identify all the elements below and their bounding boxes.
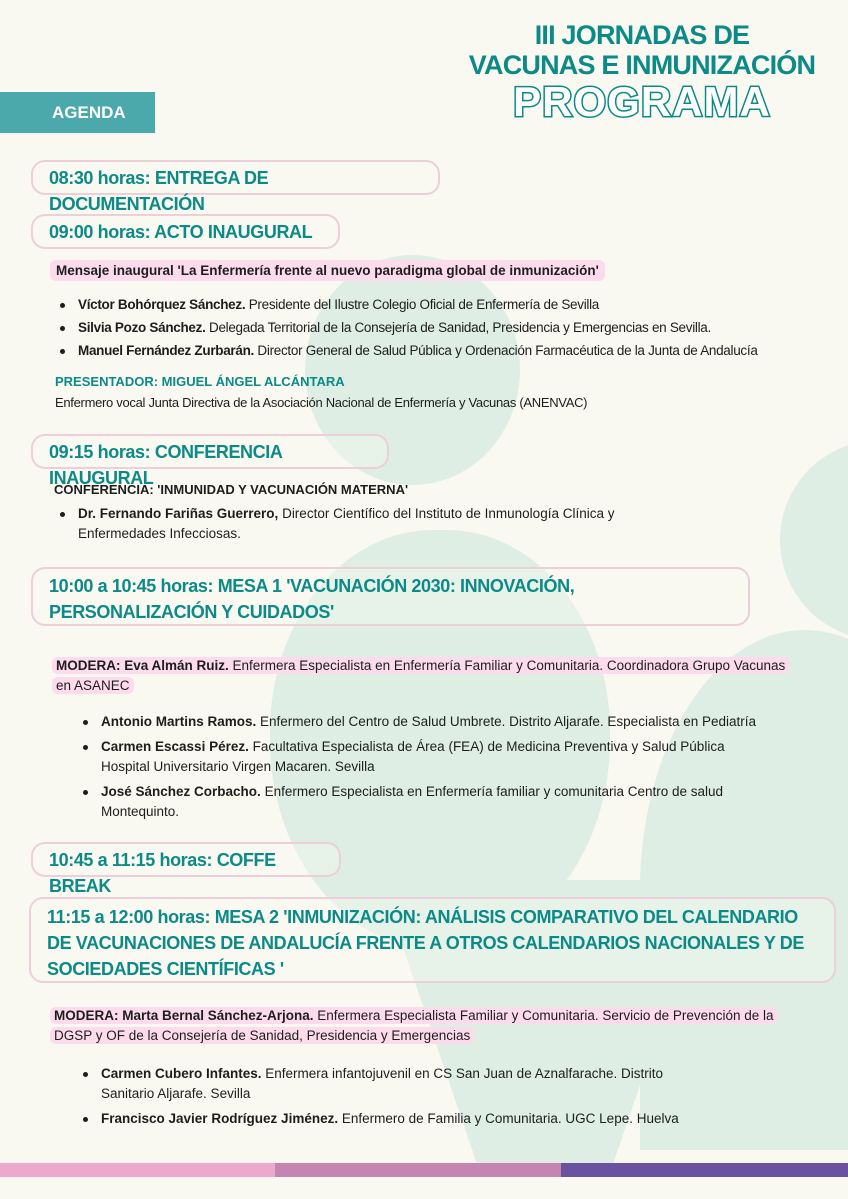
programa-heading: PROGRAMA: [513, 78, 771, 125]
speaker-item: [55, 504, 705, 544]
speaker-list: [55, 295, 835, 364]
speaker-role: Enfermero Especialista en Enfermería familiar y comunitaria Centro de salud Montequinto.: [101, 784, 724, 819]
presenter-role: Enfermero vocal Junta Directiva de la Asociación Nacional de Enfermería y Vacunas (ANENVAC): [55, 395, 588, 410]
speaker-role: Presidente del Ilustre Colegio Oficial de Enfermería de Sevilla: [245, 297, 600, 312]
speaker-name: Francisco Javier Rodríguez Jiménez.: [101, 1111, 339, 1126]
moderator-block: [52, 656, 792, 696]
speaker-role: Enfermero de Familia y Comunitaria. UGC Lepe. Huelva: [338, 1111, 679, 1126]
event-title: [462, 20, 822, 124]
speaker-name: José Sánchez Corbacho.: [101, 784, 261, 799]
footer-bar-purple: [561, 1163, 848, 1177]
speaker-list: [78, 1064, 818, 1132]
moderator-role: Enfermera Especialista en Enfermería Familiar y Comunitaria. Coordinadora Grupo Vacunas en ASANEC: [56, 658, 786, 693]
speaker-list: [78, 712, 818, 825]
speaker-item: [78, 782, 801, 822]
speaker-item: [55, 295, 835, 315]
speaker-item: [78, 737, 771, 777]
speaker-name: Manuel Fernández Zurbarán.: [78, 343, 254, 358]
speaker-name: Antonio Martins Ramos.: [101, 714, 257, 729]
speaker-role: Director General de Salud Pública y Ordenación Farmacéutica de la Junta de Andalucía: [253, 343, 758, 358]
session-time-title: 09:15 horas: CONFERENCIA INAUGURAL: [31, 434, 389, 469]
event-title-line2: VACUNAS E INMUNIZACIÓN: [468, 50, 816, 80]
session-subtitle: [50, 261, 605, 281]
speaker-item: [55, 341, 835, 361]
speaker-name: Silvia Pozo Sánchez.: [78, 320, 206, 335]
moderator-highlight: [52, 657, 789, 694]
footer-bar-pink: [0, 1163, 275, 1177]
moderator-highlight: [50, 1007, 778, 1044]
speaker-role: Director Científico del Instituto de Inmunología Clínica y Enfermedades Infecciosas.: [78, 506, 615, 541]
session-time-title: 11:15 a 12:00 horas: MESA 2 'INMUNIZACIÓN: ANÁLISIS COMPARATIVO DEL CALENDARIO DE VACUNACIONES DE ANDALUCÍA FRENTE A OTROS CALENDARIOS NACIONALES Y DE SOCIEDADES CIENTÍFICAS ': [29, 897, 836, 983]
speaker-role: Enfermero del Centro de Salud Umbrete. Distrito Aljarafe. Especialista en Pediatría: [256, 714, 757, 729]
presenter-label: PRESENTADOR: MIGUEL ÁNGEL ALCÁNTARA: [55, 374, 345, 389]
speaker-role: Delegada Territorial de la Consejería de Sanidad, Presidencia y Emergencias en Sevilla.: [205, 320, 711, 335]
speaker-item: [55, 318, 835, 338]
session-time-title: 08:30 horas: ENTREGA DE DOCUMENTACIÓN: [31, 160, 440, 195]
session-time-title: 10:45 a 11:15 horas: COFFE BREAK: [31, 842, 341, 877]
moderator-role: Enfermera Especialista Familiar y Comunitaria. Servicio de Prevención de la DGSP y OF de la Consejería de Sanidad, Presidencia y Emergencias: [54, 1008, 774, 1043]
speaker-role: Enfermera infantojuvenil en CS San Juan de Aznalfarache. Distrito Sanitario Aljarafe. Sevilla: [101, 1066, 664, 1101]
session-time-title: 09:00 horas: ACTO INAUGURAL: [31, 214, 340, 249]
footer-bar-mauve: [275, 1163, 561, 1177]
speaker-item: [78, 1109, 818, 1129]
session-subtitle-text: Mensaje inaugural 'La Enfermería frente al nuevo paradigma global de inmunización': [50, 260, 605, 281]
moderator-name: MODERA: Marta Bernal Sánchez-Arjona.: [54, 1008, 314, 1023]
agenda-tab: [0, 92, 155, 133]
moderator-block: [50, 1006, 810, 1046]
session-subtitle: CONFERENCIA: 'INMUNIDAD Y VACUNACIÓN MATERNA': [54, 482, 409, 497]
speaker-item: [78, 712, 818, 732]
speaker-list: [55, 504, 705, 547]
agenda-tab-label: AGENDA: [52, 102, 126, 122]
speaker-role: Facultativa Especialista de Área (FEA) de Medicina Preventiva y Salud Pública Hospital Universitario Virgen Macaren. Sevilla: [101, 739, 725, 774]
moderator-name: MODERA: Eva Almán Ruiz.: [56, 658, 229, 673]
speaker-name: Dr. Fernando Fariñas Guerrero,: [78, 506, 279, 521]
speaker-name: Carmen Cubero Infantes.: [101, 1066, 262, 1081]
speaker-name: Víctor Bohórquez Sánchez.: [78, 297, 246, 312]
speaker-name: Carmen Escassi Pérez.: [101, 739, 249, 754]
event-title-line1: III JORNADAS DE: [534, 20, 750, 50]
session-time-title: 10:00 a 10:45 horas: MESA 1 'VACUNACIÓN 2030: INNOVACIÓN, PERSONALIZACIÓN Y CUIDADOS': [31, 567, 750, 626]
speaker-item: [78, 1064, 681, 1104]
